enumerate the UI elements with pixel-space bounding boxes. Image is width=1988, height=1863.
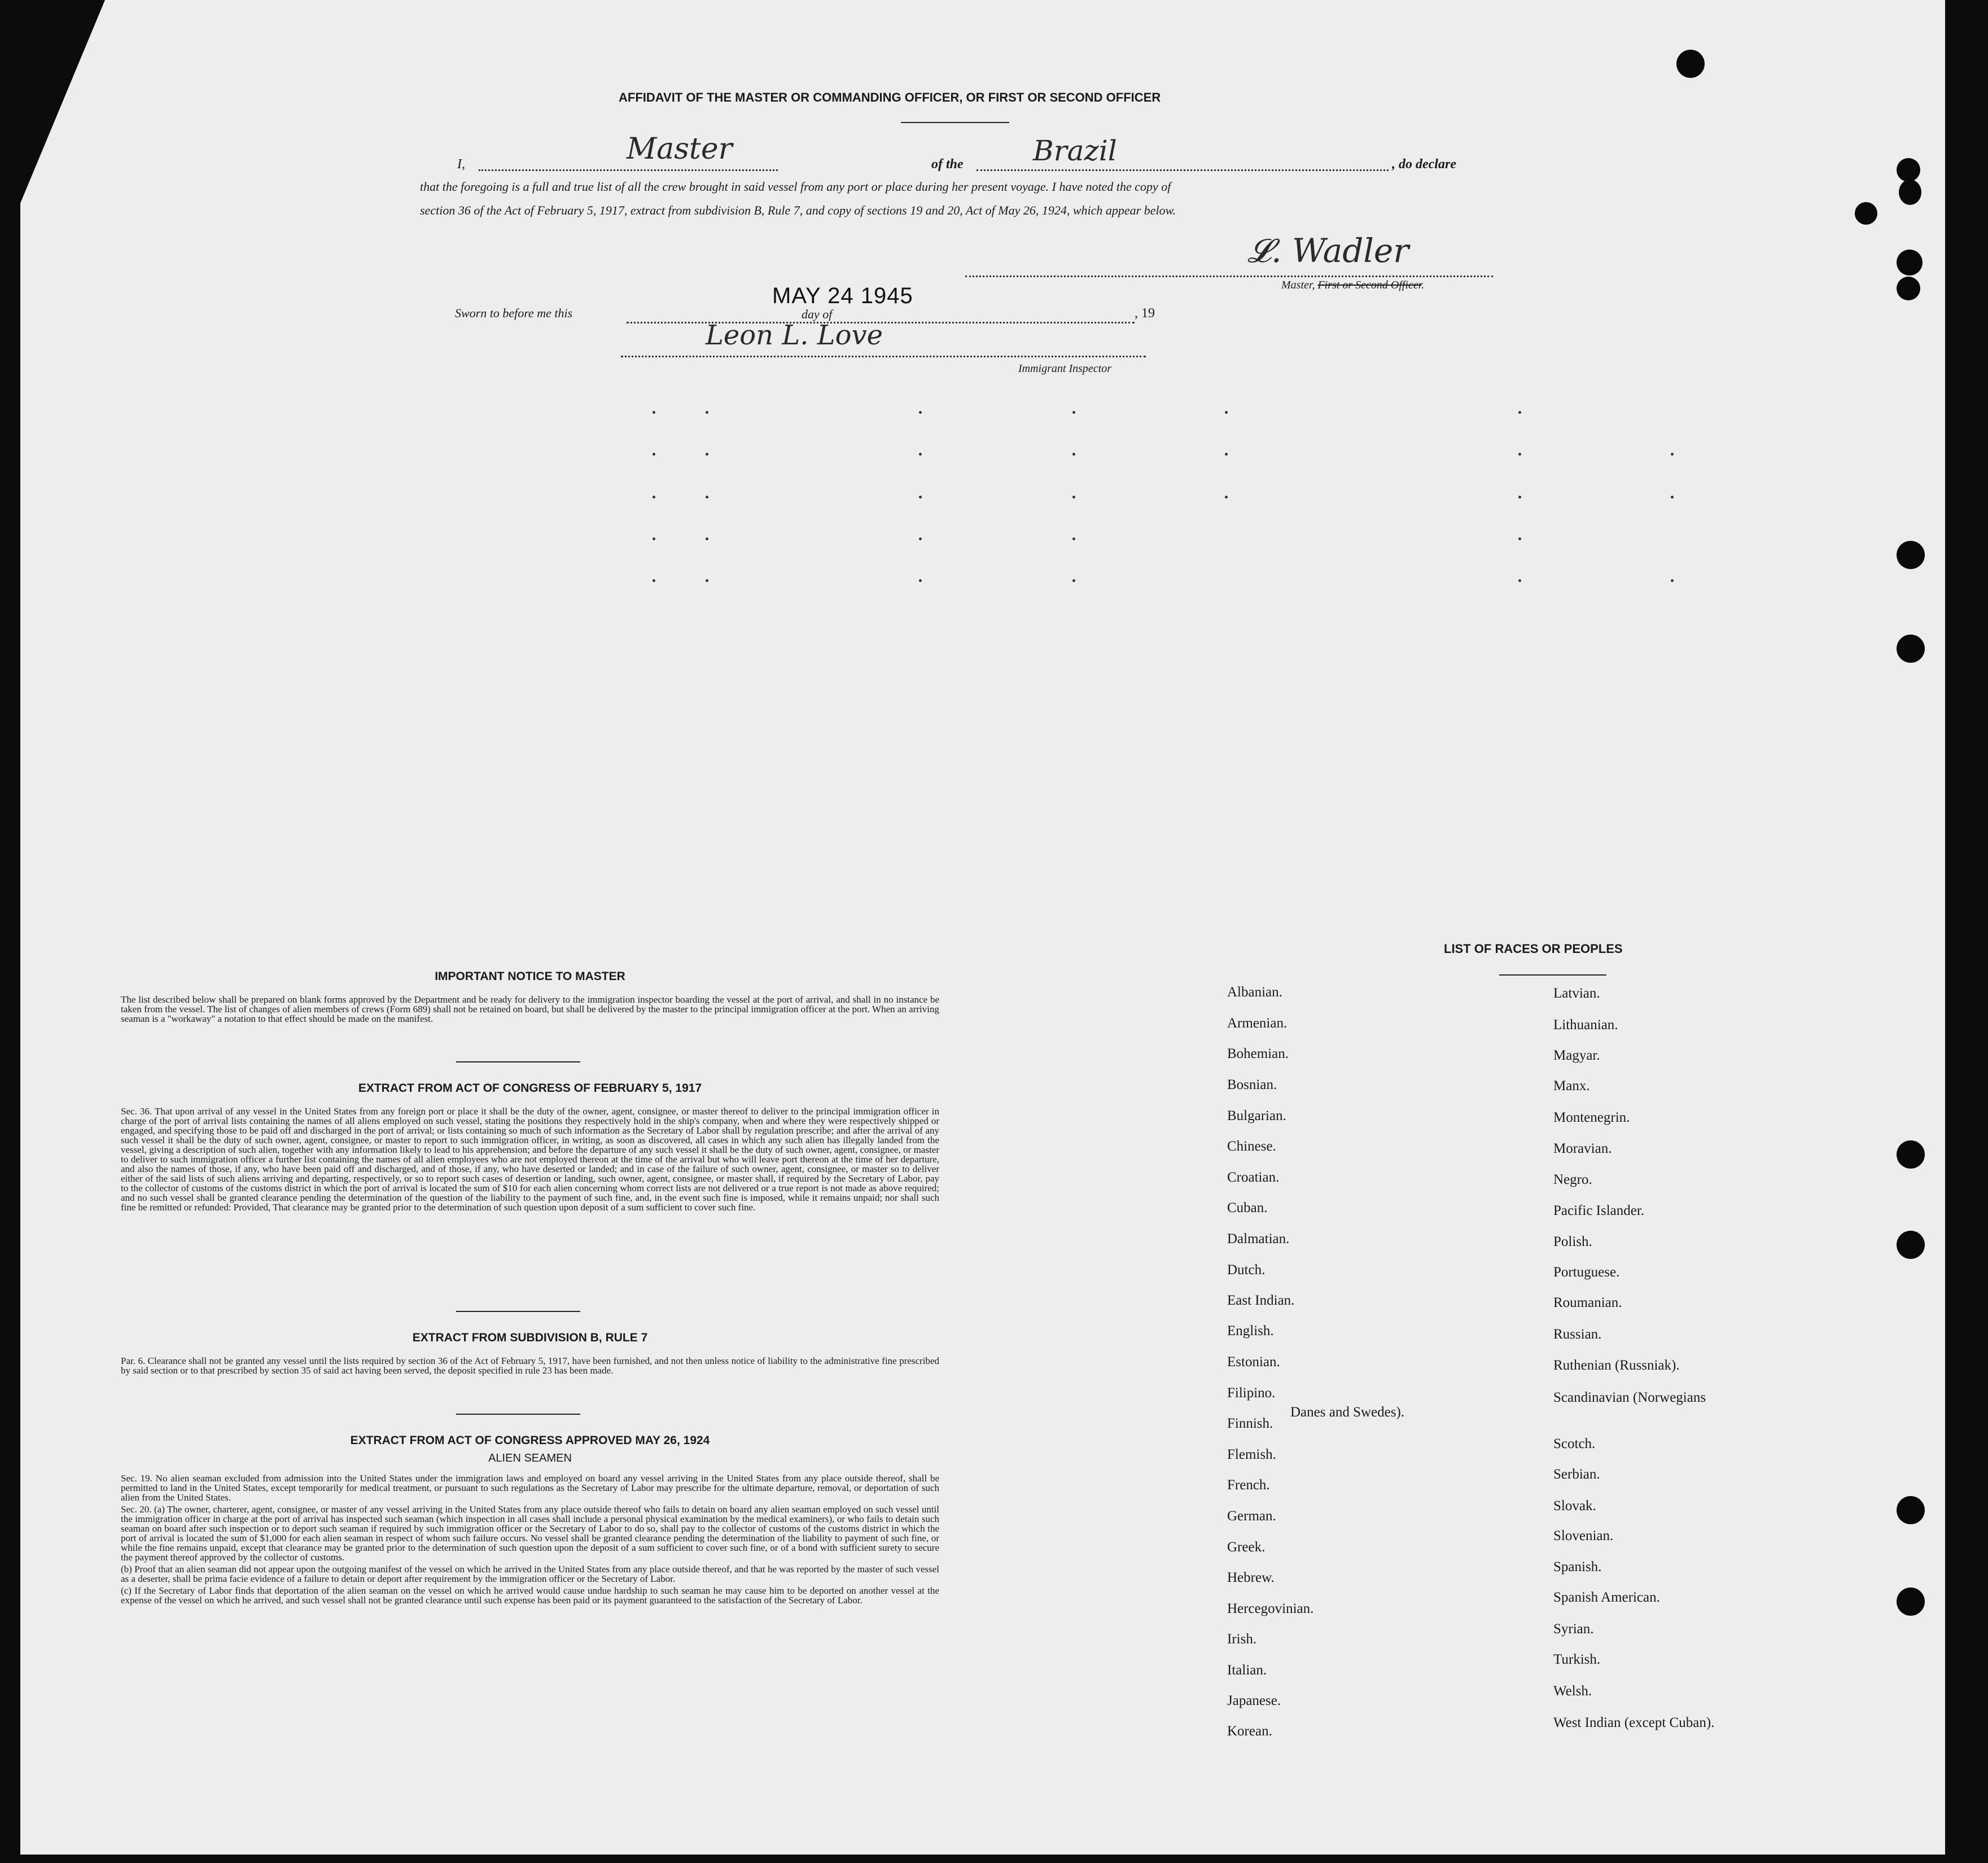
- folded-corner: [20, 0, 105, 203]
- race-item: Danes and Swedes).: [1290, 1405, 1405, 1420]
- race-item: Japanese.: [1227, 1693, 1281, 1708]
- extract-1924-subtitle: ALIEN SEAMEN: [488, 1452, 572, 1464]
- form-dot: [919, 579, 922, 582]
- race-item: Albanian.: [1227, 985, 1282, 1000]
- race-item: Magyar.: [1553, 1048, 1600, 1063]
- race-item: Turkish.: [1553, 1652, 1601, 1667]
- form-dot: [1518, 411, 1521, 414]
- extract-1924-body: [121, 1473, 939, 1605]
- punch-hole: [1897, 1140, 1925, 1169]
- punch-hole: [1897, 635, 1925, 663]
- date-stamp: MAY 24 1945: [772, 283, 913, 308]
- form-dot: [1072, 496, 1075, 498]
- race-item: Manx.: [1553, 1078, 1590, 1094]
- form-dot: [919, 496, 922, 498]
- race-item: Greek.: [1227, 1540, 1266, 1555]
- form-dot: [653, 496, 655, 498]
- form-dot: [1671, 496, 1674, 498]
- sworn-label: Sworn to before me this: [455, 306, 573, 320]
- race-item: Montenegrin.: [1553, 1110, 1630, 1125]
- race-item: Filipino.: [1227, 1385, 1276, 1401]
- punch-hole: [1897, 158, 1920, 182]
- section-20c: (c) If the Secretary of Labor finds that deportation of the alien seaman on the vessel on which he arrived would cause undue hardship to such seaman he may cause him to be deported on another vessel at the expense of the vessel on which he arrived, and such vessel shall not be granted clearance until such expense has been paid or its payment guaranteed to the satisfaction of the Secretary of Labor.: [121, 1585, 939, 1606]
- race-item: Flemish.: [1227, 1447, 1276, 1462]
- inspector-caption: Immigrant Inspector: [1018, 362, 1111, 375]
- race-item: Bosnian.: [1227, 1077, 1277, 1092]
- section-20a: Sec. 20. (a) The owner, charterer, agent, consignee, or master of any vessel arriving in the United States from any place outside thereof who fails to detain on board any alien seaman employed on such vessel until the immigration officer in charge at the port of arrival has inspected such seaman (which inspection in all cases shall include a personal physical examination by the medical examiners), or who fails to detain such seaman on board after such inspection or to deport such seaman if required by such immigration officer or the Secretary of Labor to do so, shall pay to the collector of customs of the customs district in which the port of arrival is located the sum of $1,000 for each alien seaman in respect of whom such failure occurs. No vessel shall be granted clearance pending the determination of the liability to payment of such fine, or while the fine remains unpaid, except that clearance may be granted prior to the determination of such question upon the deposit of a sum sufficient to cover such fine, or of a bond with sufficient surety to secure the payment thereof approved by the collector of customs.: [121, 1504, 939, 1563]
- race-item: East Indian.: [1227, 1293, 1295, 1308]
- signature-caption-end: .: [1421, 279, 1425, 291]
- race-item: Croatian.: [1227, 1170, 1280, 1185]
- affidavit-line-2: that the foregoing is a full and true list of all the crew brought in said vessel from any port or place during her present voyage. I have noted the copy of: [420, 180, 1171, 194]
- affidavit-title: AFFIDAVIT OF THE MASTER OR COMMANDING OFFICER, OR FIRST OR SECOND OFFICER: [619, 90, 1161, 104]
- form-dot: [1518, 537, 1521, 540]
- punch-hole: [1897, 1588, 1925, 1616]
- race-item: Negro.: [1553, 1172, 1592, 1187]
- form-dot: [706, 496, 708, 498]
- race-item: Moravian.: [1553, 1141, 1612, 1156]
- form-dot: [1072, 453, 1075, 456]
- race-item: Latvian.: [1553, 986, 1600, 1001]
- form-dot: [1225, 453, 1228, 456]
- section-19: Sec. 19. No alien seaman excluded from admission into the United States under the immigration laws and employed on board any vessel arriving in the United States from any place outside thereof, shall be permitted to land in the United States, except temporarily for medical treatment, or pursuant to such regulations as the Secretary of Labor may prescribe for the ultimate departure, removal, or deportation of such alien from the United States.: [121, 1473, 939, 1503]
- race-item: Hebrew.: [1227, 1570, 1275, 1585]
- form-dot: [1518, 453, 1521, 456]
- of-the-label: of the: [931, 157, 964, 172]
- race-item: Dalmatian.: [1227, 1231, 1290, 1247]
- form-dot: [706, 537, 708, 540]
- races-title: LIST OF RACES OR PEOPLES: [1444, 942, 1623, 956]
- race-item: Pacific Islander.: [1553, 1203, 1645, 1218]
- day-of-label: day of: [802, 307, 833, 321]
- form-dot: [1225, 411, 1228, 414]
- vessel-field: [977, 169, 1389, 171]
- form-dot: [653, 453, 655, 456]
- punch-hole: [1897, 1496, 1925, 1524]
- race-item: Cuban.: [1227, 1200, 1268, 1215]
- rule-7-body: Par. 6. Clearance shall not be granted any vessel until the lists required by section 36 of the Act of February 5, 1917, have been furnished, and not then unless notice of liability to the administrative fine prescribed by said section or to that prescribed by section 35 of said act having been served, the deposit specified in rule 23 has been made.: [121, 1355, 939, 1376]
- notice-body: The list described below shall be prepared on blank forms approved by the Department and be ready for delivery to the immigration inspector boarding the vessel at the port of arrival, and shall in no instance be taken from the vessel. The list of changes of alien members of crews (Form 689) shall not be retained on board, but shall be delivered by the master to the principal immigration officer at the port. When an arriving seaman is a "workaway" a notation to that effect should be made on the manifest.: [121, 994, 939, 1024]
- divider: [456, 1311, 580, 1312]
- form-dot: [1518, 496, 1521, 498]
- race-item: Ruthenian (Russniak).: [1553, 1358, 1680, 1373]
- form-dot: [919, 453, 922, 456]
- race-item: Italian.: [1227, 1663, 1267, 1678]
- form-dot: [1225, 496, 1228, 498]
- form-dot: [1072, 579, 1075, 582]
- form-dot: [653, 537, 655, 540]
- race-item: Armenian.: [1227, 1016, 1288, 1031]
- race-item: Bulgarian.: [1227, 1108, 1286, 1123]
- punch-hole: [1897, 541, 1925, 569]
- divider: [456, 1061, 580, 1062]
- sworn-year-label: , 19: [1135, 306, 1155, 321]
- punch-hole: [1897, 250, 1923, 275]
- extract-1924-title: EXTRACT FROM ACT OF CONGRESS APPROVED MAY 26, 1924: [350, 1434, 710, 1447]
- race-item: English.: [1227, 1323, 1274, 1339]
- form-dot: [653, 411, 655, 414]
- divider: [456, 1414, 580, 1415]
- race-item: Slovenian.: [1553, 1528, 1614, 1543]
- race-item: Estonian.: [1227, 1354, 1280, 1370]
- form-dot: [919, 411, 922, 414]
- form-dot: [1671, 579, 1674, 582]
- race-item: Chinese.: [1227, 1139, 1276, 1154]
- punch-hole: [1897, 277, 1920, 300]
- form-dot: [706, 411, 708, 414]
- punch-hole: [1899, 180, 1921, 205]
- race-item: Hercegovinian.: [1227, 1601, 1314, 1616]
- race-item: Finnish.: [1227, 1416, 1273, 1431]
- race-item: Scotch.: [1553, 1436, 1596, 1451]
- race-item: French.: [1227, 1477, 1270, 1493]
- signature-caption-master: Master,: [1281, 279, 1315, 291]
- form-dot: [1518, 579, 1521, 582]
- divider: [1499, 974, 1606, 976]
- form-dot: [919, 537, 922, 540]
- race-item: Portuguese.: [1553, 1265, 1620, 1280]
- race-item: Polish.: [1553, 1234, 1592, 1249]
- extract-1917-title: EXTRACT FROM ACT OF CONGRESS OF FEBRUARY 5, 1917: [358, 1082, 702, 1095]
- inspector-signature-line: [621, 356, 1146, 357]
- race-item: German.: [1227, 1508, 1276, 1524]
- do-declare-label: , do declare: [1392, 157, 1456, 172]
- race-item: Bohemian.: [1227, 1046, 1289, 1061]
- signature-caption: [1281, 279, 1424, 292]
- rule-7-title: EXTRACT FROM SUBDIVISION B, RULE 7: [412, 1331, 648, 1344]
- race-item: Spanish American.: [1553, 1590, 1660, 1605]
- form-dot: [706, 579, 708, 582]
- race-item: Russian.: [1553, 1327, 1602, 1342]
- notice-title: IMPORTANT NOTICE TO MASTER: [435, 970, 625, 983]
- race-item: Slovak.: [1553, 1498, 1596, 1514]
- extract-1917-body: Sec. 36. That upon arrival of any vessel in the United States from any foreign port or place it shall be the duty of the owner, agent, consignee, or master thereof to deliver to the principal immigration officer in charge of the port of arrival lists containing the names of all aliens employed on such vessel, stating the positions they respectively hold in the ship's company, when and where they were respectively shipped or engaged, and specifying those to be paid off and discharged in the port of arrival; or lists containing so much of such information as the Secretary of Labor shall by regulation prescribe; and after the arrival of any such vessel it shall be the duty of such owner, agent, consignee, or master to report to such immigration officer, in writing, as soon as discovered, all cases in which any such alien has illegally landed from the vessel, giving a description of such alien, together with any information likely to lead to his apprehension; and before the departure of any such vessel it shall be the duty of such owner, agent, consignee, or master to deliver to such immigration officer a further list containing the names of all alien employees who are not employed thereon at the time of the arrival but who will leave port thereon at the time of her departure, and also the names of those, if any, who have been paid off and discharged, and of those, if any, who have deserted or landed; and in case of the failure of such owner, agent, consignee, or master so to deliver either of the said lists of such aliens arriving and departing, respectively, or so to report such cases of desertion or landing, such owner, agent, consignee, or master shall, if required by the Secretary of Labor, pay to the collector of customs of the customs district in which the port of arrival is located the sum of $10 for each alien concerning whom correct lists are not delivered or a true report is not made as above required; and no such vessel shall be granted clearance pending the determination of the question of the liability to the payment of such fine, and, in the event such fine is imposed, while it remains unpaid; nor shall such fine be remitted or refunded: Provided, That clearance may be granted prior to the determination of such question upon deposit of a sum sufficient to cover such fine.: [121, 1106, 939, 1213]
- affidavit-line-3: section 36 of the Act of February 5, 1917, extract from subdivision B, Rule 7, and copy of sections 19 and 20, Act of May 26, 1924, which appear below.: [420, 203, 1176, 217]
- race-item: Syrian.: [1553, 1621, 1594, 1637]
- race-item: Dutch.: [1227, 1262, 1266, 1278]
- punch-hole: [1676, 50, 1705, 78]
- form-dot: [653, 579, 655, 582]
- race-item: Lithuanian.: [1553, 1017, 1618, 1033]
- signature-line: [965, 275, 1493, 277]
- race-item: Irish.: [1227, 1632, 1257, 1647]
- race-item: Roumanian.: [1553, 1295, 1622, 1310]
- race-item: Spanish.: [1553, 1559, 1602, 1575]
- master-signature: 𝓛. Wadler: [1247, 231, 1409, 270]
- race-item: Welsh.: [1553, 1683, 1592, 1699]
- sworn-line: [455, 306, 572, 321]
- signature-caption-struck: First or Second Officer: [1317, 279, 1422, 291]
- handwritten-vessel: Brazil: [1033, 134, 1117, 167]
- form-dot: [706, 453, 708, 456]
- race-item: Scandinavian (Norwegians: [1553, 1390, 1706, 1405]
- form-dot: [1671, 453, 1674, 456]
- punch-hole: [1897, 1231, 1925, 1259]
- section-20b: (b) Proof that an alien seaman did not appear upon the outgoing manifest of the vessel on which he arrived in the United States from any place outside thereof, and that he was reported by the master of such vessel as a deserter, shall be prima facie evidence of a failure to detain or deport after requirement by the immigration officer or the Secretary of Labor.: [121, 1564, 939, 1584]
- divider: [901, 122, 1009, 123]
- race-item: West Indian (except Cuban).: [1553, 1715, 1715, 1730]
- form-dot: [1072, 411, 1075, 414]
- race-item: Serbian.: [1553, 1467, 1600, 1482]
- affidavit-i-label: I,: [457, 157, 465, 172]
- punch-hole: [1855, 202, 1877, 225]
- form-dot: [1072, 537, 1075, 540]
- inspector-signature: Leon L. Love: [706, 320, 883, 351]
- handwritten-rank: Master: [627, 132, 733, 166]
- race-item: Korean.: [1227, 1724, 1272, 1739]
- rank-field: [479, 169, 778, 171]
